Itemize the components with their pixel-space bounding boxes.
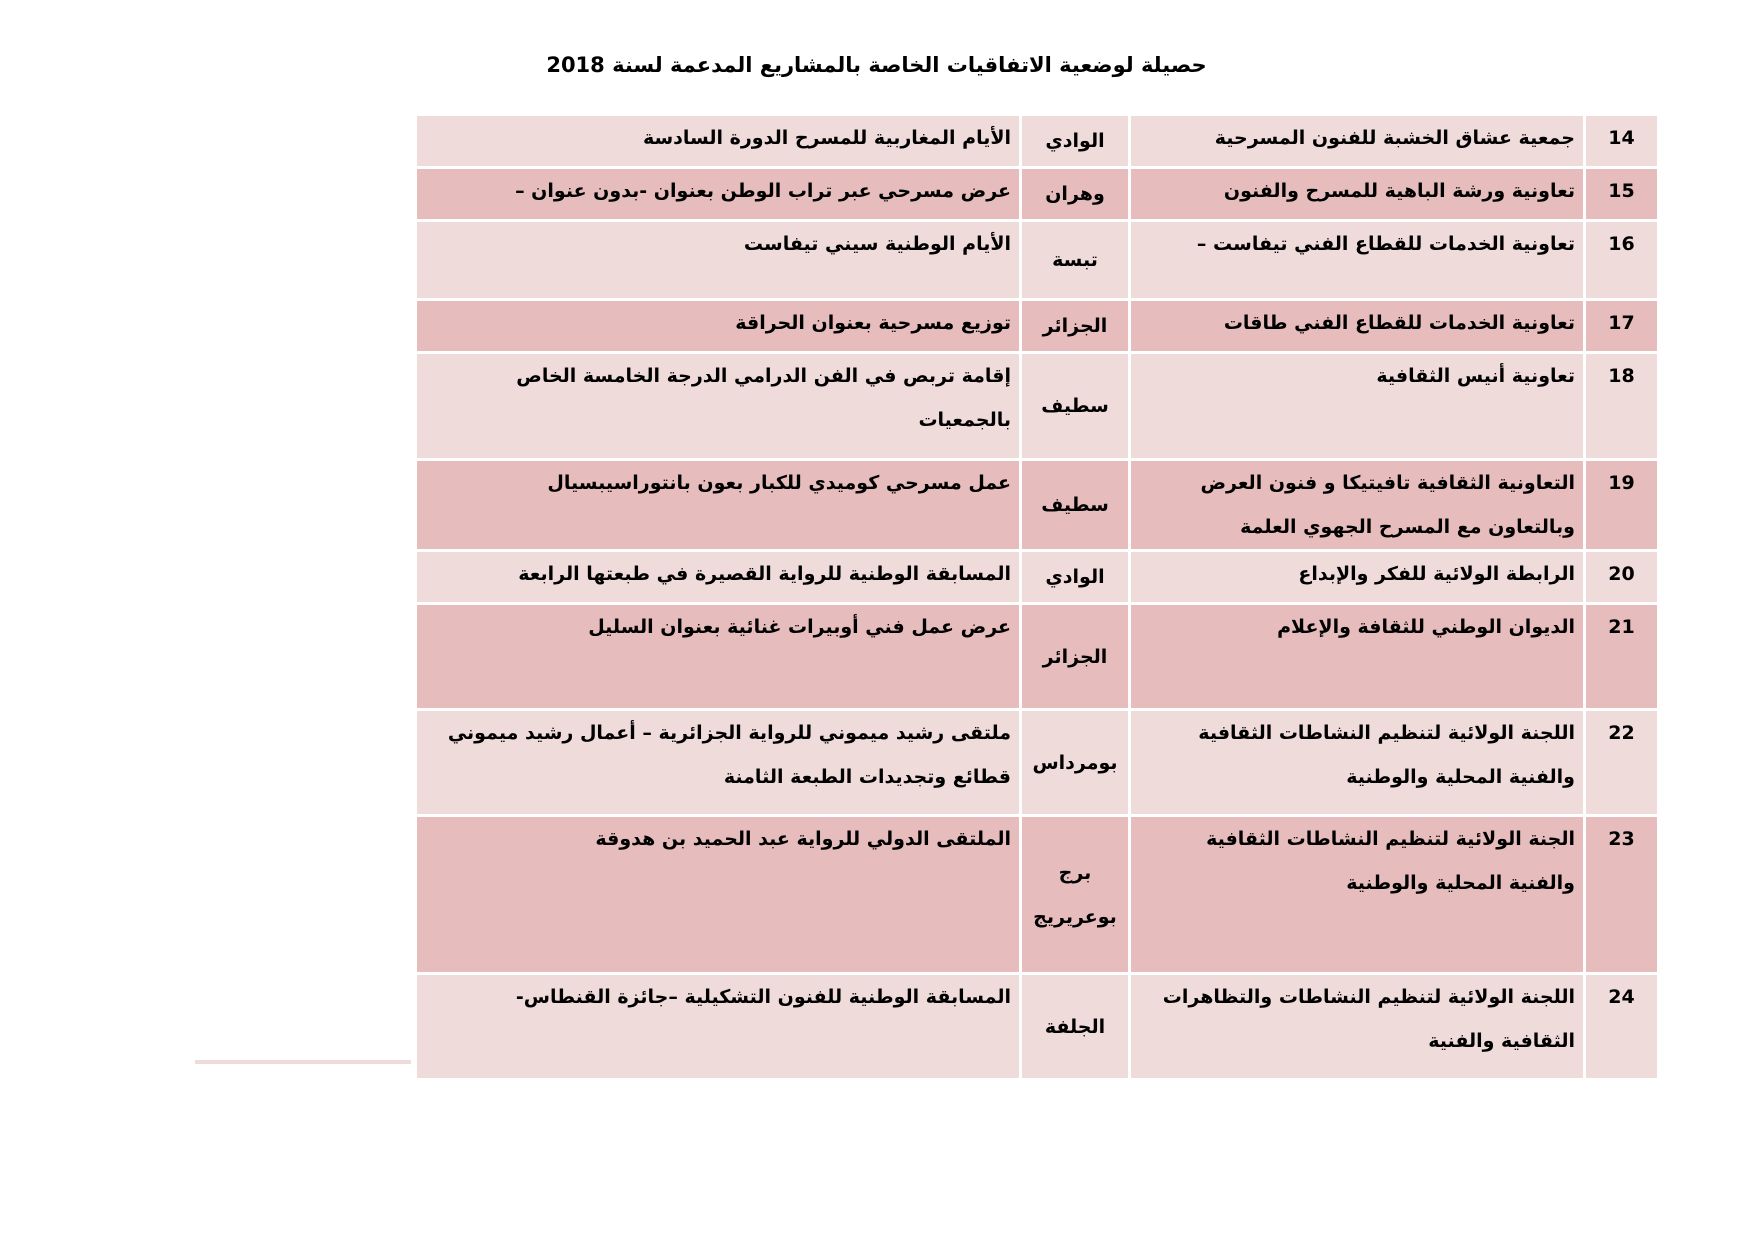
row-number: 14 <box>1585 115 1659 168</box>
project-cell: توزيع مسرحية بعنوان الحراقة <box>416 300 1021 353</box>
table-row <box>416 551 1659 604</box>
table-row <box>416 353 1659 460</box>
city-cell: تبسة <box>1021 221 1130 300</box>
row-number: 18 <box>1585 353 1659 460</box>
projects-table <box>414 113 1660 1081</box>
city-cell: الوادي <box>1021 115 1130 168</box>
project-cell: إقامة تربص في الفن الدرامي الدرجة الخامسة الخاص بالجمعيات <box>416 353 1021 460</box>
row-number: 23 <box>1585 816 1659 974</box>
table-bottom-rule <box>195 1060 411 1064</box>
table-row <box>416 115 1659 168</box>
row-number: 16 <box>1585 221 1659 300</box>
row-number: 19 <box>1585 460 1659 551</box>
table-row <box>416 460 1659 551</box>
city-cell: الجزائر <box>1021 604 1130 710</box>
project-cell: الأيام المغاربية للمسرح الدورة السادسة <box>416 115 1021 168</box>
association-cell: اللجنة الولائية لتنظيم النشاطات والتظاهرات الثقافية والفنية <box>1130 974 1585 1080</box>
table-row <box>416 974 1659 1080</box>
table-row <box>416 816 1659 974</box>
association-cell: تعاونية الخدمات للقطاع الفني تيفاست – <box>1130 221 1585 300</box>
association-cell: جمعية عشاق الخشبة للفنون المسرحية <box>1130 115 1585 168</box>
association-cell: تعاونية الخدمات للقطاع الفني طاقات <box>1130 300 1585 353</box>
city-cell: بومرداس <box>1021 710 1130 816</box>
table-row <box>416 168 1659 221</box>
association-cell: التعاونية الثقافية تافيتيكا و فنون العرض وبالتعاون مع المسرح الجهوي العلمة <box>1130 460 1585 551</box>
association-cell: تعاونية ورشة الباهية للمسرح والفنون <box>1130 168 1585 221</box>
project-cell: ملتقى رشيد ميموني للرواية الجزائرية – أعمال رشيد ميموني قطائع وتجديدات الطبعة الثامنة <box>416 710 1021 816</box>
page-title: حصيلة لوضعية الاتفاقيات الخاصة بالمشاريع المدعمة لسنة 2018 <box>546 53 1207 77</box>
project-cell: عرض عمل فني أوبيرات غنائية بعنوان السليل <box>416 604 1021 710</box>
table-row <box>416 300 1659 353</box>
row-number: 20 <box>1585 551 1659 604</box>
city-cell: الجزائر <box>1021 300 1130 353</box>
project-cell: عرض مسرحي عبر تراب الوطن بعنوان -بدون عنوان – <box>416 168 1021 221</box>
table-row <box>416 221 1659 300</box>
project-cell: عمل مسرحي كوميدي للكبار بعون بانتوراسيبسيال <box>416 460 1021 551</box>
association-cell: الرابطة الولائية للفكر والإبداع <box>1130 551 1585 604</box>
row-number: 22 <box>1585 710 1659 816</box>
association-cell: الديوان الوطني للثقافة والإعلام <box>1130 604 1585 710</box>
association-cell: الجنة الولائية لتنظيم النشاطات الثقافية والفنية المحلية والوطنية <box>1130 816 1585 974</box>
project-cell: الملتقى الدولي للرواية عبد الحميد بن هدوقة <box>416 816 1021 974</box>
row-number: 15 <box>1585 168 1659 221</box>
table-row <box>416 710 1659 816</box>
association-cell: تعاونية أنيس الثقافية <box>1130 353 1585 460</box>
project-cell: الأيام الوطنية سيني تيفاست <box>416 221 1021 300</box>
project-cell: المسابقة الوطنية للرواية القصيرة في طبعتها الرابعة <box>416 551 1021 604</box>
project-cell: المسابقة الوطنية للفنون التشكيلية –جائزة القنطاس- <box>416 974 1021 1080</box>
association-cell: اللجنة الولائية لتنظيم النشاطات الثقافية والفنية المحلية والوطنية <box>1130 710 1585 816</box>
city-cell: وهران <box>1021 168 1130 221</box>
row-number: 17 <box>1585 300 1659 353</box>
table-row <box>416 604 1659 710</box>
row-number: 21 <box>1585 604 1659 710</box>
city-cell: برج بوعريريج <box>1021 816 1130 974</box>
row-number: 24 <box>1585 974 1659 1080</box>
city-cell: سطيف <box>1021 460 1130 551</box>
city-cell: الوادي <box>1021 551 1130 604</box>
city-cell: سطيف <box>1021 353 1130 460</box>
city-cell: الجلفة <box>1021 974 1130 1080</box>
